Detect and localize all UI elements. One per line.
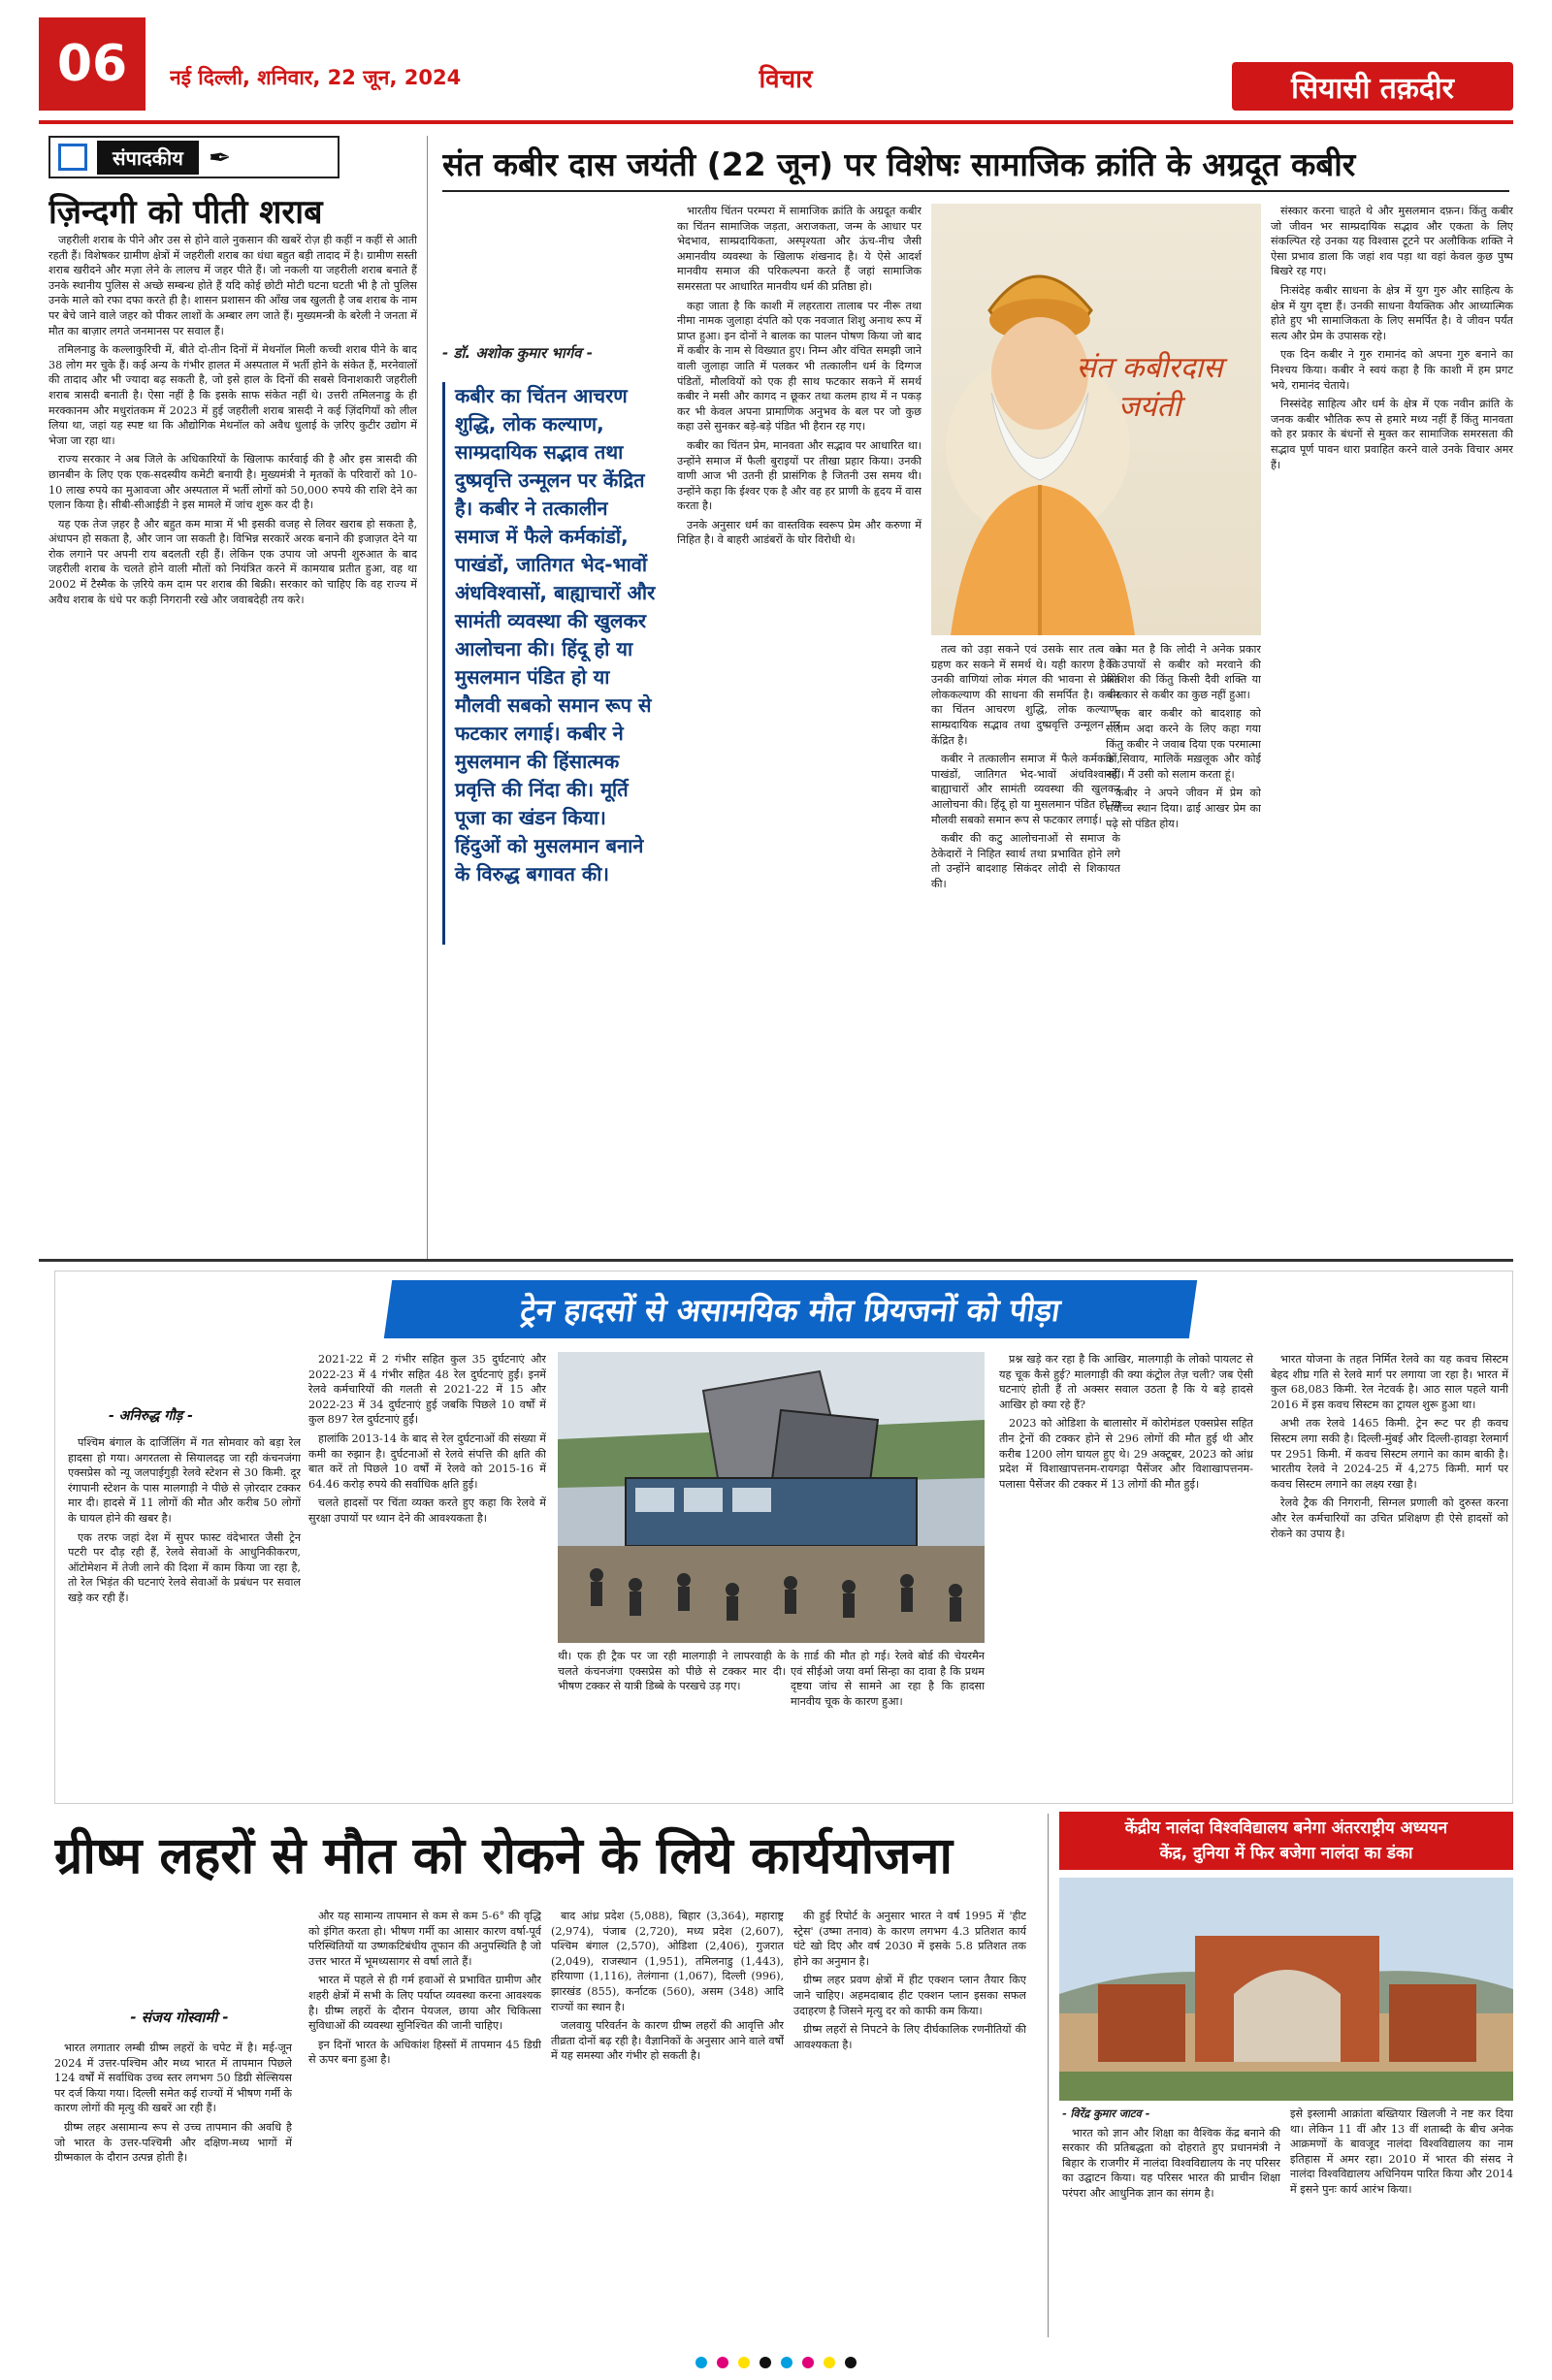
kabir-column-1: [677, 204, 922, 1251]
paragraph: कहा जाता है कि काशी में लहरतारा तालाब पर नीरू तथा नीमा नामक जुलाहा दंपति को एक नवजात शिशु अनाथ रूप में प्राप्त हुआ। इन दोनों ने बालक का पालन पोषण किया जो बाद में कबीर के नाम से विख्यात हुए। निम्न और वंचित समझी जाने वाली जुलाहा जाति में पलकर भी तत्कालीन धर्म के दिग्गज पंडितों, मौलवियों को एक ही साथ फटकार सकने में समर्थ कबीर ने मसी और कागद न छूकर तथा कलम हाथ में न पकड़ कर भी केवल अपना प्रामाणिक अनुभव के बल पर जो कुछ कहा उसे सुनकर बड़े-बड़े पंडित भी हैरान रह गए।: [677, 299, 922, 434]
editorial-box-icon: [58, 144, 87, 171]
kabir-image-caption: [1052, 349, 1246, 427]
paragraph: हालांकि 2013-14 के बाद से रेल दुर्घटनाओं की संख्या में कमी का रुझान है। दुर्घटनाओं से रेलवे संपत्ति की क्षति की बात करें तो पिछले 10 वर्षों में रेलवे को 2015-16 में 64.46 करोड़ रुपये की सर्वाधिक क्षति हुई।: [308, 1431, 546, 1491]
paragraph: का मत है कि लोदी ने अनेक प्रकार के उपायों से कबीर को मरवाने की कोशिश की किंतु किसी दैवी शक्ति या चमत्कार से कबीर का कुछ नहीं हुआ।: [1106, 643, 1261, 701]
color-dot: [845, 2357, 857, 2368]
column-divider: [1048, 1814, 1049, 2337]
color-dot: [760, 2357, 771, 2368]
paragraph: कबीर ने तत्कालीन समाज में फैले कर्मकांडों, पाखंडों, जातिगत भेद-भावों अंधविश्वासों, बाह्याचारों और सामंती व्यवस्था की खुलकर आलोचना की। हिंदू हो या मुसलमान पंडित हो या मौलवी सबको समान रूप से फटकार लगाई।: [931, 753, 1120, 826]
column-divider: [427, 136, 428, 1261]
editorial-tag: [48, 136, 340, 178]
paragraph: ग्रीष्म लहरों से निपटने के लिए दीर्घकालिक रणनीतियों की आवश्यकता है।: [793, 2023, 1026, 2051]
paragraph: भारत योजना के तहत निर्मित रेलवे का यह कवच सिस्टम बेहद शीघ्र गति से रेलवे मार्ग पर लगाया जा रहा है। भारत में कुल 68,083 किमी. रेल नेटवर्क है। आठ साल पहले यानी 2016 में इस कवच सिस्टम का ट्रायल शुरू हुआ था।: [1271, 1353, 1508, 1411]
train-column-1: [68, 1435, 301, 1794]
paragraph: संस्कार करना चाहते थे और मुसलमान दफ़न। किंतु कबीर जो जीवन भर साम्प्रदायिक सद्भाव और एकता के लिए संकल्पित रहे उनका यह विश्वास टूटने पर अलौकिक शक्ति ने ऐसा प्रभाव डाला कि जहां शव पड़ा था वहां केवल कुछ पुष्प बिखरे रह गए।: [1271, 205, 1513, 278]
headline-line: केंद्रीय नालंदा विश्वविद्यालय बनेगा अंतरराष्ट्रीय अध्ययन: [1124, 1818, 1448, 1838]
paragraph: एक तरफ जहां देश में सुपर फास्ट वंदेभारत जैसी ट्रेन पटरी पर दौड़ रही हैं, रेलवे सेवाओं के आधुनिकीकरण, ऑटोमेशन में तेजी लाने की दिशा में काम किया जा रहा है, तो रेल भिड़ंत की घटनाएं रेलवे सेवाओं के प्रबंधन पर सवाल खड़े कर रही हैं।: [68, 1530, 301, 1604]
paragraph: निस्संदेह साहित्य और धर्म के क्षेत्र में एक नवीन क्रांति के जनक कबीर भौतिक रूप से हमारे मध्य नहीं हैं किंतु मानवता को हर प्रकार के बंधनों से मुक्त कर सामाजिक समरसता की सद्भाव पूर्ण पावन धारा प्रवाहित करने वाले उनके विचार अमर हैं।: [1271, 398, 1513, 471]
paragraph: निःसंदेह कबीर साधना के क्षेत्र में युग गुरु और साहित्य के क्षेत्र में युग दृष्टा हैं। उनकी साधना वैयक्तिक और आध्यात्मिक होते हुए भी सामाजिकता के लिए समर्पित है। वे जीवन पर्यंत सत्य और प्रेम के उपासक रहे।: [1271, 283, 1513, 342]
nalanda-column-2: इसे इस्लामी आक्रांता बख्तियार खिलजी ने नष्ट कर दिया था। लेकिन 11 वीं और 13 वीं शताब्दी के बीच अनेक आक्रमणों के बावजूद नालंदा विश्वविद्यालय का नाम इतिहास में अमर रहा। 2010 में भारत की संसद ने नालंदा विश्वविद्यालय अधिनियम पारित किया और 2014 में इसने पुनः कार्य आरंभ किया।: [1290, 2107, 1513, 2196]
paragraph: 2021-22 में 2 गंभीर सहित कुल 35 दुर्घटनाएं और 2022-23 में 4 गंभीर सहित 48 रेल दुर्घटनाएं हुईं। इनमें रेलवे कर्मचारियों की गलती से 2021-22 में 15 और 2022-23 में 34 दुर्घटनाएं हुई जबकि पिछले 10 वर्षों में कुल 897 रेल दुर्घटनाएं हुईं।: [308, 1353, 546, 1427]
kabir-pull-quote: कबीर का चिंतन आचरण शुद्धि, लोक कल्याण, साम्प्रदायिक सद्भाव तथा दुष्प्रवृत्ति उन्मूलन पर केंद्रित है। कबीर ने तत्कालीन समाज में फैले कर्मकांडों, पाखंडों, जातिगत भेद-भावों अंधविश्वासों, बाह्याचारों और सामंती व्यवस्था की खुलकर आलोचना की। हिंदू हो या मुसलमान पंडित हो या मौलवी सबको समान रूप से फटकार लगाई। कबीर ने मुसलमान की हिंसात्मक प्रवृत्ति की निंदा की। मूर्ति पूजा का खंडन किया। हिंदुओं को मुसलमान बनाने के विरुद्ध बगावत की।: [442, 382, 656, 945]
kabir-column-3: [1106, 642, 1261, 1251]
kabir-column-2: [931, 642, 1120, 1251]
heatwave-column-1: [54, 2041, 292, 2332]
paragraph: एक दिन कबीर ने गुरु रामानंद को अपना गुरु बनाने का निश्चय किया। कबीर ने स्वयं कहा है कि काशी में हम प्रगट भये, रामानंद चेताये।: [1271, 348, 1513, 392]
paragraph: उनके अनुसार धर्म का वास्तविक स्वरूप प्रेम और करुणा में निहित है। वे बाहरी आडंबरों के घोर विरोधी थे।: [677, 518, 922, 547]
paragraph: की हुई रिपोर्ट के अनुसार भारत ने वर्ष 1995 में 'हीट स्ट्रेस' (उष्मा तनाव) के कारण लगभग 4.3 प्रतिशत कार्य घंटे खो दिए और वर्ष 2030 में इसके 5.8 प्रतिशत तक होने का अनुमान है।: [793, 1910, 1026, 1968]
color-dot: [695, 2357, 707, 2368]
headline-rule: [442, 190, 1509, 192]
train-column-2: [308, 1352, 546, 1794]
editorial-body: [48, 233, 417, 1261]
paragraph: अभी तक रेलवे 1465 किमी. ट्रेन रूट पर ही कवच सिस्टम लगा सकी है। दिल्ली-मुंबई और दिल्ली-हावड़ा रेलमार्ग पर 2951 किमी. में कवच सिस्टम लगाने का काम बाकी है। भारतीय रेलवे ने 2024-25 में 4,275 किमी. मार्ग पर कवच सिस्टम लगाने का लक्ष्य रखा है।: [1271, 1417, 1508, 1491]
train-author: - अनिरुद्ध गौड़ -: [109, 1408, 193, 1424]
kabir-headline: संत कबीर दास जयंती (22 जून) पर विशेषः सामाजिक क्रांति के अग्रदूत कबीर: [442, 145, 1356, 183]
color-dot: [781, 2357, 792, 2368]
paragraph: तमिलनाडु के कल्लाकुरिची में, बीते दो-तीन दिनों में मेथनॉल मिली कच्ची शराब पीने के बाद 38 लोग मर चुके हैं। कई अन्य के गंभीर हालत में अस्पताल में भर्ती होने के संकेत हैं, मरनेवालों की तादाद और भी ज्यादा बढ़ सकती है, जो इसे हाल के दिनों की सबसे विनाशकारी जहरीली शराब त्रासदी बनाती है। ऐसा नहीं है कि इसके साफ संकेत नहीं थे। उत्तरी तमिलनाडु के ही मरक्कानम और मधुरांतकम में 2023 में हुई जहरीली शराब त्रासदी ने कई ज़िंदगियाँ को लील लिया था, जहां यह स्पष्ट था कि औद्योगिक मेथनॉल को अवैध धुलाई के ज़रिए कुटीर उद्योग में भेजा जा रहा था।: [48, 343, 417, 447]
paragraph: तत्व को उड़ा सकने एवं उसके सार तत्व को ग्रहण कर सकने में समर्थ थे। यही कारण है कि उनकी वाणियां लोक मंगल की भावना से प्रेरित लोककल्याण की साधना की समर्पित है। कबीर का चिंतन आचरण शुद्धि, लोक कल्याण, साम्प्रदायिक सद्भाव तथा दुष्प्रवृत्ति उन्मूलन पर केंद्रित है।: [931, 643, 1120, 747]
headline-line: केंद्र, दुनिया में फिर बजेगा नालंदा का डंका: [1159, 1844, 1413, 1863]
train-photo-caption: थी। एक ही ट्रैक पर जा रही मालगाड़ी ने लापरवाही के चलते कंचनजंगा एक्सप्रेस को पीछे से टक्कर मार दी। भीषण टक्कर से यात्री डिब्बे के परखचे उड़ गए।: [558, 1650, 786, 1693]
paragraph: ग्रीष्म लहर असामान्य रूप से उच्च तापमान की अवधि है जो भारत के उत्तर-पश्चिमी और दक्षिण-मध्य भागों में ग्रीष्मकाल के दौरान उत्पन्न होती है।: [54, 2120, 292, 2165]
print-color-marks: [0, 2345, 1552, 2380]
header-rule: [39, 120, 1513, 124]
heatwave-author: - संजय गोस्वामी -: [130, 2009, 229, 2026]
kabir-column-4: [1271, 204, 1513, 1251]
image-caption-line: जयंती: [1117, 390, 1181, 424]
section-title: विचार: [759, 65, 813, 94]
nalanda-headline: [1059, 1812, 1513, 1870]
train-column-5: [1271, 1352, 1508, 1794]
paragraph: भारत लगातार लम्बी ग्रीष्म लहरों के चपेट में है। मई-जून 2024 में उत्तर-पश्चिम और मध्य भारत में तापमान पिछले 124 वर्षों में सर्वाधिक उच्च स्तर लगभग 50 डिग्री सेल्सियस पर दर्ज किया गया। दिल्ली समेत कई राज्यों में भीषण गर्मी के कारण लोगों की मृत्यु की खबरें आ रही हैं।: [54, 2042, 292, 2115]
kabir-author: - डॉ. अशोक कुमार भार्गव -: [442, 344, 593, 362]
paragraph: जहरीली शराब के पीने और उस से होने वाले नुकसान की खबरें रोज़ ही कहीं न कहीं से आती रहती हैं। विशेषकर ग्रामीण क्षेत्रों में जहरीली शराब का धंधा बहुत बड़ी तादाद में है। ग्रामीण सस्ती शराब खरीदने और मज़ा लेने के लालच में जहर पीते हैं। जो नकली या जहरीली शराब बनाते हैं उनके स्थानीय पुलिस से अच्छे सम्बन्ध होते हैं यदि कोई छोटी मोटी घटना घटती भी है तो पुलिस उनके माले को रफा दफा करते ही है। शासन प्रशासन की आँख जब खुलती है जब शराब के नाम पर बेचे जाने वाले जहर को पीकर लाशों के अम्बार लग जाते हैं। मुख्यमन्त्री के बरेली ने जनता में मौत का बाज़ार लगते जनमानस पर सवाल हैं।: [48, 234, 417, 338]
paragraph: 2023 को ओडिशा के बालासोर में कोरोमंडल एक्सप्रेस सहित तीन ट्रेनों की टक्कर होने से 296 लोगों की मौत हुई थी और करीब 1200 लोग घायल हुए थे। 29 अक्टूबर, 2023 को आंध्र प्रदेश में विशाखापत्तनम-रायगढ़ा पैसेंजर और विशाखापत्तनम-पलासा पैसेंजर की टक्कर में 13 लोगों की मौत हुई।: [999, 1417, 1253, 1491]
paragraph: भारतीय चिंतन परम्परा में सामाजिक क्रांति के अग्रदूत कबीर का चिंतन सामाजिक जड़ता, अराजकता, जन्म के आधार पर भेदभाव, साम्प्रदायिकता, अस्पृश्यता और ऊंच-नीच जैसी अमानवीय व्यवस्था के खिलाफ शंखनाद है। ये ऐसे आदर्श मानवीय समाज की परिकल्पना करते हैं जहां सामाजिक समरसता पर आधारित मानवीय धर्म की प्रतिष्ठा हो।: [677, 205, 922, 293]
train-photo-illustration: [558, 1352, 985, 1643]
paragraph: कबीर की कटु आलोचनाओं से समाज के ठेकेदारों ने निहित स्वार्थ तथा प्रभावित होने लगे तो उन्होंने बादशाह सिकंदर लोदी से शिकायत की।: [931, 832, 1120, 890]
paragraph: भारत में पहले से ही गर्म हवाओं से प्रभावित ग्रामीण और शहरी क्षेत्रों में सभी के लिए पर्याप्त व्यवस्था करना आवश्यक है। ग्रीष्म लहरों के दौरान पेयजल, छाया और चिकित्सा सुविधाओं की व्यवस्था सुनिश्चित की जानी चाहिए।: [308, 1974, 541, 2033]
train-column-3: के ग़ार्ड की मौत हो गई। रेलवे बोर्ड की चेयरमैन एवं सीईओ जया वर्मा सिन्हा का दावा है कि प्रथम दृष्टया जांच से सामने आ रहा है कि हादसा मानवीय चूक के कारण हुआ।: [791, 1650, 985, 1708]
train-headline: ट्रेन हादसों से असामयिक मौत प्रियजनों को पीड़ा: [384, 1280, 1197, 1338]
color-dot: [802, 2357, 814, 2368]
color-dot: [824, 2357, 835, 2368]
paragraph: बाद आंध्र प्रदेश (5,088), बिहार (3,364), महाराष्ट्र (2,974), पंजाब (2,720), मध्य प्रदेश (2,607), पश्चिम बंगाल (2,570), ओडिशा (2,406), गुजरात (2,049), राजस्थान (1,951), तमिलनाडु (1,443), हरियाणा (1,116), तेलंगाना (1,067), दिल्ली (996), झारखंड (855), कर्नाटक (560), असम (348) आदि राज्यों का स्थान है।: [551, 1910, 784, 2013]
paragraph: यह एक तेज ज़हर है और बहुत कम मात्रा में भी इसकी वजह से लिवर खराब हो सकता है, अंधापन हो सकता है, और जान जा सकती है। विभिन्न सरकारें अरक बनाने की इजाज़त देने या रोक लगाने पर अपनी राय बदलती रही हैं। लेकिन एक उपाय जो अपनी शुरुआत के बाद जहरीली शराब के चलते होने वाली मौतों को नियंत्रित करने में कामयाब प्रतीत हुआ, वह था 2002 में टैस्मैक के ज़रिये कम दाम पर शराब की बिक्री। सरकार को चाहिए कि वह राज्य में अवैध शराब के धंधे पर कड़ी निगरानी रखे और जवाबदेही तय करे।: [48, 517, 417, 606]
page-number: 06: [39, 17, 146, 111]
pen-icon: ✒: [208, 141, 232, 174]
paragraph: कबीर ने अपने जीवन में प्रेम को सर्वोच्च स्थान दिया। ढाई आखर प्रेम का पढ़े सो पंडित होय।: [1106, 787, 1261, 830]
color-dot: [738, 2357, 750, 2368]
paragraph: जलवायु परिवर्तन के कारण ग्रीष्म लहरों की आवृत्ति और तीव्रता दोनों बढ़ रही है। वैज्ञानिकों के अनुसार आने वाले वर्षों में यह समस्या और गंभीर हो सकती है।: [551, 2019, 784, 2063]
editorial-title: ज़िन्दगी को पीती शराब: [48, 193, 323, 232]
editorial-tag-label: संपादकीय: [97, 141, 199, 175]
paragraph: ग्रीष्म लहर प्रवण क्षेत्रों में हीट एक्शन प्लान तैयार किए जाने चाहिए। अहमदाबाद हीट एक्शन प्लान इसका सफल उदाहरण है जिसने मृत्यु दर को काफी कम किया।: [793, 1974, 1026, 2017]
image-caption-line: संत कबीरदास: [1076, 351, 1223, 385]
heatwave-column-2: [308, 1909, 541, 2332]
nalanda-column-1: [1062, 2107, 1280, 2332]
nalanda-campus-photo: [1059, 1878, 1513, 2101]
issue-date: नई दिल्ली, शनिवार, 22 जून, 2024: [170, 66, 462, 89]
nalanda-photo-illustration: [1059, 1878, 1513, 2101]
paragraph: पश्चिम बंगाल के दार्जिलिंग में गत सोमवार को बड़ा रेल हादसा हो गया। अगरतला से सियालदह जा रही कंचनजंगा एक्सप्रेस को न्यू जलपाईगुड़ी रेलवे स्टेशन से 30 किमी. दूर रंगापानी स्टेशन के पास मालगाड़ी ने पीछे से ज़ोरदार टक्कर मार दी। हादसे में 11 लोगों की मौत और करीब 50 लोगों के घायल होने की खबर है।: [68, 1436, 301, 1525]
nalanda-author-line: - विरेंद्र कुमार जाटव -: [1062, 2107, 1150, 2120]
section-rule: [39, 1259, 1513, 1262]
paragraph: इन दिनों भारत के अधिकांश हिस्सों में तापमान 45 डिग्री से ऊपर बना हुआ है।: [308, 2038, 541, 2067]
paragraph: एक बार कबीर को बादशाह को सलाम अदा करने के लिए कहा गया किंतु कबीर ने जवाब दिया एक परमात्मा के सिवाय, मालिकें मख़लूक और कोई नहीं। मैं उसी को सलाम करता हूं।: [1106, 707, 1261, 781]
train-accident-photo: [558, 1352, 985, 1643]
brand-badge: सियासी तक़दीर: [1232, 62, 1513, 111]
heatwave-column-4: [793, 1909, 1026, 2332]
paragraph: और यह सामान्य तापमान से कम से कम 5-6° की वृद्धि को इंगित करता हो। भीषण गर्मी का आसार कारण वर्षा-पूर्व परिस्थितियों या उष्णकटिबंधीय तूफान की अनुपस्थिति है जो उत्तर भारत में भूमध्यसागर से वर्षा लाते हैं।: [308, 1910, 541, 1968]
paragraph: चलते हादसों पर चिंता व्यक्त करते हुए कहा कि रेलवे में सुरक्षा उपायों पर ध्यान देने की आवश्यकता है।: [308, 1496, 546, 1525]
paragraph: राज्य सरकार ने अब जिले के अधिकारियों के खिलाफ कार्रवाई की है और इस त्रासदी की छानबीन के लिए एक एक-सदस्यीय कमेटी बनायी है। मुख्यमंत्री ने मृतकों के परिवारों को 10-10 लाख रुपये का मुआवजा और अस्पताल में भर्ती लोगों को 50,000 रुपये की राशि देने का एलान किया है। सीबी-सीआईडी ने इस मामले में जांच शुरू कर दी है।: [48, 453, 417, 512]
paragraph: कबीर का चिंतन प्रेम, मानवता और सद्भाव पर आधारित था। उन्होंने समाज में फैली बुराइयों पर तीखा प्रहार किया। उनकी वाणी आज भी उतनी ही प्रासंगिक है जितनी उस समय थी। उन्होंने कहा कि ईश्वर एक है और वह हर प्राणी के हृदय में वास करता है।: [677, 438, 922, 513]
paragraph: रेलवे ट्रैक की निगरानी, सिग्नल प्रणाली को दुरुस्त करना और रेल कर्मचारियों का उचित प्रशिक्षण ही ऐसे हादसों को रोकने का उपाय है।: [1271, 1496, 1508, 1540]
paragraph: प्रश्न खड़े कर रहा है कि आखिर, मालगाड़ी के लोको पायलट से यह चूक कैसे हुई? मालगाड़ी की क्या कंट्रोल तेज़ चली? जब ऐसी घटनाएं होती हैं तो अक्सर सवाल उठता है कि ये बड़े हादसे आखिर हो क्या रहे हैं?: [999, 1353, 1253, 1411]
train-column-4: [999, 1352, 1253, 1794]
color-dot: [717, 2357, 728, 2368]
heatwave-column-3: [551, 1909, 784, 2332]
heatwave-headline: ग्रीष्म लहरों से मौत को रोकने के लिये कार्ययोजना: [54, 1827, 953, 1885]
paragraph: भारत को ज्ञान और शिक्षा का वैश्विक केंद्र बनाने की सरकार की प्रतिबद्धता को दोहराते हुए प्रधानमंत्री ने बिहार के राजगीर में नालंदा विश्वविद्यालय के नए परिसर का उद्घाटन किया। यह परिसर भारत की प्राचीन शिक्षा परंपरा और आधुनिक ज्ञान का संगम है।: [1062, 2126, 1280, 2200]
